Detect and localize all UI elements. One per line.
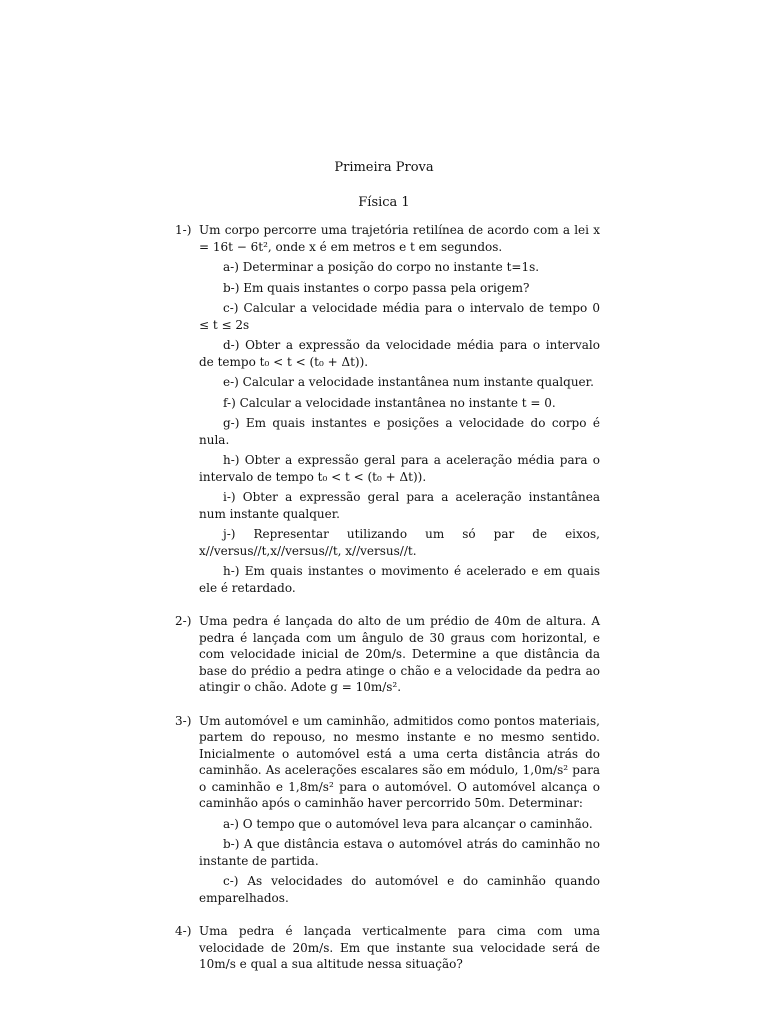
question-item: b-) Em quais instantes o corpo passa pela origem?	[223, 280, 530, 295]
subject-title: Física 1	[358, 195, 410, 210]
question-item: d-) Obter a expressão da velocidade média para o intervalo de tempo t₀ < t < (t₀ + Δt)).	[199, 338, 600, 369]
question-body	[199, 713, 600, 911]
question-item: j-) Representar utilizando um só par de eixos, x//versus//t,x//versus//t, x//versus//t.	[199, 527, 600, 558]
question-item: a-) Determinar a posição do corpo no instante t=1s.	[223, 260, 540, 274]
question-text: Uma pedra é lançada verticalmente para cima com uma velocidade de 20m/s. Em que instante sua velocidade será de 10m/s e qual a sua altitude nessa situação?	[199, 924, 600, 971]
question-body	[199, 222, 600, 600]
question-text: Um automóvel e um caminhão, admitidos como pontos materiais, partem do repouso, no mesmo instante e no mesmo sentido. Inicialmente o automóvel está a uma certa distância atrás do caminhão. As acelerações escalares são em módulo, 1,0m/s² para o caminhão e 1,8m/s² para o automóvel. O automóvel alcança o caminhão após o caminhão haver percorrido 50m. Determinar:	[199, 713, 600, 810]
question-4	[175, 923, 600, 977]
page-title: Primeira Prova	[334, 160, 434, 175]
question-number: 3-)	[175, 713, 192, 728]
question-item: f-) Calcular a velocidade instantânea no instante t = 0.	[223, 395, 556, 410]
question-item: h-) Em quais instantes o movimento é acelerado e em quais ele é retardado.	[199, 564, 600, 595]
question-text: Uma pedra é lançada do alto de um prédio de 40m de altura. A pedra é lançada com um ângulo de 30 graus com horizontal, e com velocidade inicial de 20m/s. Determine a que distância da base do prédio a pedra atinge o chão e a velocidade da pedra ao atingir o chão. Adote g = 10m/s².	[199, 614, 600, 694]
question-item: h-) Obter a expressão geral para a aceleração média para o intervalo de tempo t₀ < t < (t₀ + Δt)).	[199, 453, 600, 484]
question-2	[175, 613, 600, 700]
question-item: c-) Calcular a velocidade média para o intervalo de tempo 0 ≤ t ≤ 2s	[199, 301, 600, 332]
question-body	[199, 923, 600, 977]
question-number: 2-)	[175, 614, 192, 628]
question-number: 4-)	[175, 924, 192, 938]
question-body	[199, 613, 600, 700]
question-item: c-) As velocidades do automóvel e do caminhão quando emparelhados.	[199, 874, 600, 905]
question-item: a-) O tempo que o automóvel leva para alcançar o caminhão.	[223, 816, 593, 831]
question-item: g-) Em quais instantes e posições a velocidade do corpo é nula.	[199, 416, 600, 447]
question-item: i-) Obter a expressão geral para a aceleração instantânea num instante qualquer.	[199, 490, 600, 521]
question-number: 1-)	[175, 223, 192, 237]
question-text: Um corpo percorre uma trajetória retilínea de acordo com a lei x = 16t − 6t², onde x é em metros e t em segundos.	[199, 223, 600, 254]
question-3	[175, 713, 600, 911]
question-list	[175, 222, 600, 990]
question-1	[175, 222, 600, 600]
question-item: b-) A que distância estava o automóvel atrás do caminhão no instante de partida.	[199, 837, 600, 868]
question-item: e-) Calcular a velocidade instantânea num instante qualquer.	[223, 375, 594, 389]
